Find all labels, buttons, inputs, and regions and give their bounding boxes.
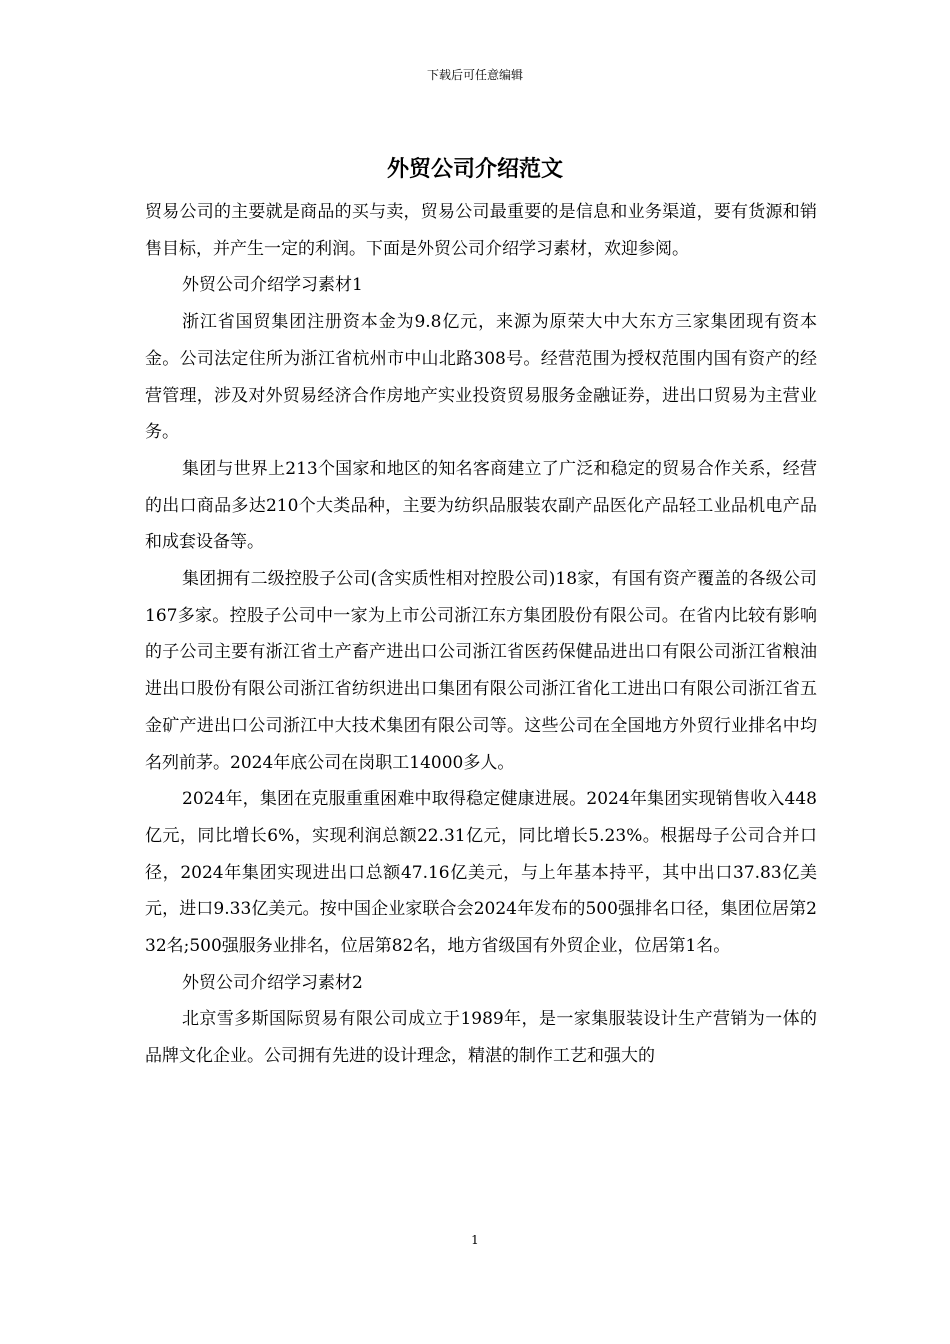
paragraph: 浙江省国贸集团注册资本金为9.8亿元，来源为原荣大中大东方三家集团现有资本金。公司法定住所为浙江省杭州市中山北路308号。经营范围为授权范围内国有资产的经营管理，涉及对外贸易经济合作房地产实业投资贸易服务金融证券，进出口贸易为主营业务。 <box>145 312 817 443</box>
document-body <box>145 194 817 1075</box>
section-heading-1: 外贸公司介绍学习素材1 <box>182 275 363 296</box>
paragraph: 集团与世界上213个国家和地区的知名客商建立了广泛和稳定的贸易合作关系，经营的出口商品多达210个大类品种，主要为纺织品服装农副产品医化产品轻工业品机电产品和成套设备等。 <box>145 458 817 553</box>
document-title: 外贸公司介绍范文 <box>386 156 563 182</box>
header-note: 下载后可任意编辑 <box>426 68 523 82</box>
paragraph: 北京雪多斯国际贸易有限公司成立于1989年，是一家集服装设计生产营销为一体的品牌文化企业。公司拥有先进的设计理念，精湛的制作工艺和强大的 <box>145 1009 817 1067</box>
paragraph-intro: 贸易公司的主要就是商品的买与卖，贸易公司最重要的是信息和业务渠道，要有货源和销售目标，并产生一定的利润。下面是外贸公司介绍学习素材，欢迎参阅。 <box>145 202 817 259</box>
paragraph: 2024年，集团在克服重重困难中取得稳定健康进展。2024年集团实现销售收入448亿元，同比增长6%，实现利润总额22.31亿元，同比增长5.23%。根据母子公司合并口径，2024年集团实现进出口总额47.16亿美元，与上年基本持平，其中出口37.83亿美元，进口9.33亿美元。按中国企业家联合会2024年发布的500强排名口径，集团位居第232名;500强服务业排名，位居第82名，地方省级国有外贸企业，位居第1名。 <box>145 789 817 957</box>
section-heading-2: 外贸公司介绍学习素材2 <box>182 972 363 993</box>
page-number: 1 <box>471 1233 479 1247</box>
paragraph: 集团拥有二级控股子公司(含实质性相对控股公司)18家，有国有资产覆盖的各级公司167多家。控股子公司中一家为上市公司浙江东方集团股份有限公司。在省内比较有影响的子公司主要有浙江省土产畜产进出口公司浙江省医药保健品进出口有限公司浙江省粮油进出口股份有限公司浙江省纺织进出口集团有限公司浙江省化工进出口有限公司浙江省五金矿产进出口公司浙江中大技术集团有限公司等。这些公司在全国地方外贸行业排名中均名列前茅。2024年底公司在岗职工14000多人。 <box>145 569 817 773</box>
